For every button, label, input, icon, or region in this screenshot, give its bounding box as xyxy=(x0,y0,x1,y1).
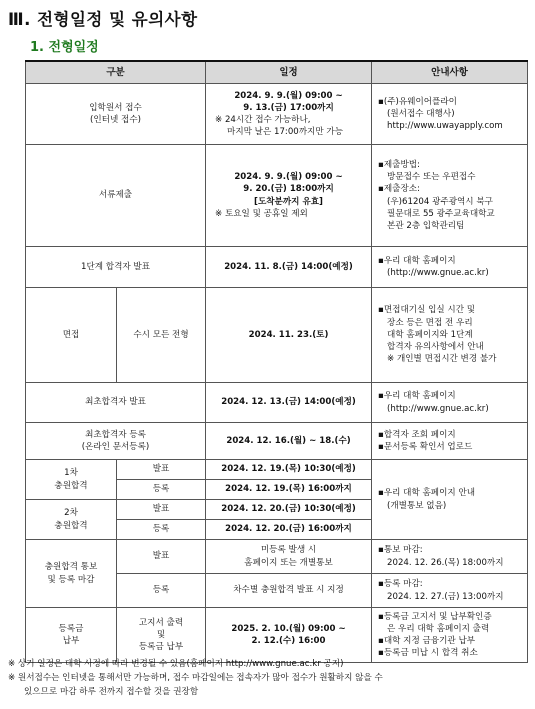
row-info: ▪합격자 조회 페이지 ▪문서등록 확인서 업로드 xyxy=(372,423,528,460)
row-label: 최초합격자 등록 (온라인 문서등록) xyxy=(26,423,206,460)
row-label: 2차 충원합격 xyxy=(26,500,117,540)
row-sublabel-register: 등록 xyxy=(117,520,206,540)
row-date: 미등록 발생 시 홈페이지 또는 개별통보 xyxy=(206,540,372,574)
row-date: 2024. 9. 9.(월) 09:00 ~ 9. 13.(금) 17:00까지 ※ 24시간 접수 가능하나, 마지막 날은 17:00까지만 가능 xyxy=(206,84,372,145)
row-sublabel-register: 등록 xyxy=(117,574,206,608)
header-info: 안내사항 xyxy=(372,61,528,84)
row-label: 1차 충원합격 xyxy=(26,460,117,500)
row-date: 2024. 12. 16.(월) ~ 18.(수) xyxy=(206,423,372,460)
table-row xyxy=(26,383,528,423)
table-header-row xyxy=(26,61,528,84)
row-sublabel-announce: 발표 xyxy=(117,500,206,520)
row-label: 서류제출 xyxy=(26,145,206,247)
row-label: 최초합격자 발표 xyxy=(26,383,206,423)
table-row xyxy=(26,84,528,145)
row-label: 충원합격 통보 및 등록 마감 xyxy=(26,540,117,608)
section-heading: Ⅲ. 전형일정 및 유의사항 xyxy=(8,10,198,29)
row-sublabel: 수시 모든 전형 xyxy=(117,288,206,383)
row-date: 2024. 9. 9.(월) 09:00 ~ 9. 20.(금) 18:00까지 [도착분까지 유효] ※ 토요일 및 공휴일 제외 xyxy=(206,145,372,247)
row-date: 2025. 2. 10.(월) 09:00 ~ 2. 12.(수) 16:00 xyxy=(206,608,372,663)
row-info: ▪우리 대학 홈페이지 (http://www.gnue.ac.kr) xyxy=(372,383,528,423)
row-sublabel-register: 등록 xyxy=(117,480,206,500)
row-label: 면접 xyxy=(26,288,117,383)
row-label: 등록금 납부 xyxy=(26,608,117,663)
row-date: 2024. 12. 20.(금) 16:00까지 xyxy=(206,520,372,540)
row-date: 2024. 12. 20.(금) 10:30(예정) xyxy=(206,500,372,520)
header-category: 구분 xyxy=(26,61,206,84)
row-sublabel: 고지서 출력 및 등록금 납부 xyxy=(117,608,206,663)
schedule-table xyxy=(25,60,528,663)
row-info: ▪제출방법: 방문접수 또는 우편접수 ▪제출장소: (우)61204 광주광역시 북구 필문대로 55 광주교육대학교 본관 2층 입학관리팀 xyxy=(372,145,528,247)
row-info: ▪우리 대학 홈페이지 (http://www.gnue.ac.kr) xyxy=(372,247,528,288)
footnote: ※ 상기 일정은 대학 사정에 따라 변경될 수 있음(홈페이지 http://www.gnue.ac.kr 공지) xyxy=(8,659,344,669)
subsection-heading: 1. 전형일정 xyxy=(30,40,99,55)
table-row xyxy=(26,145,528,247)
row-sublabel-announce: 발표 xyxy=(117,460,206,480)
footnote: ※ 원서접수는 인터넷을 통해서만 가능하며, 접수 마감일에는 접속자가 많아 접수가 원활하지 않을 수 xyxy=(8,673,383,683)
row-info: ▪등록 마감: 2024. 12. 27.(금) 13:00까지 xyxy=(372,574,528,608)
table-row xyxy=(26,540,528,574)
table-row xyxy=(26,247,528,288)
row-sublabel-announce: 발표 xyxy=(117,540,206,574)
row-info: ▪통보 마감: 2024. 12. 26.(목) 18:00까지 xyxy=(372,540,528,574)
table-row xyxy=(26,608,528,663)
row-label: 1단계 합격자 발표 xyxy=(26,247,206,288)
footnote: 있으므로 마감 하루 전까지 접수할 것을 권장함 xyxy=(24,687,199,697)
table-row xyxy=(26,460,528,480)
row-info: ▪우리 대학 홈페이지 안내 (개별통보 없음) xyxy=(372,460,528,540)
row-info: ▪(주)유웨이어플라이 (원서접수 대행사) http://www.uwayapply.com xyxy=(372,84,528,145)
row-date: 2024. 12. 19.(목) 10:30(예정) xyxy=(206,460,372,480)
table-row xyxy=(26,423,528,460)
row-info: ▪면접대기실 입실 시간 및 장소 등은 면접 전 우리 대학 홈페이지와 1단계 합격자 유의사항에서 안내 ※ 개인별 면접시간 변경 불가 xyxy=(372,288,528,383)
row-date: 2024. 11. 8.(금) 14:00(예정) xyxy=(206,247,372,288)
footnotes xyxy=(8,657,528,699)
header-schedule: 일정 xyxy=(206,61,372,84)
table-row xyxy=(26,288,528,383)
row-date: 2024. 12. 19.(목) 16:00까지 xyxy=(206,480,372,500)
row-date: 2024. 11. 23.(토) xyxy=(206,288,372,383)
row-info: ▪등록금 고지서 및 납부확인증 은 우리 대학 홈페이지 출력 ▪대학 지정 금융기관 납부 ▪등록금 미납 시 합격 취소 xyxy=(372,608,528,663)
row-date: 차수별 충원합격 발표 시 지정 xyxy=(206,574,372,608)
row-label: 입학원서 접수 (인터넷 접수) xyxy=(26,84,206,145)
row-date: 2024. 12. 13.(금) 14:00(예정) xyxy=(206,383,372,423)
